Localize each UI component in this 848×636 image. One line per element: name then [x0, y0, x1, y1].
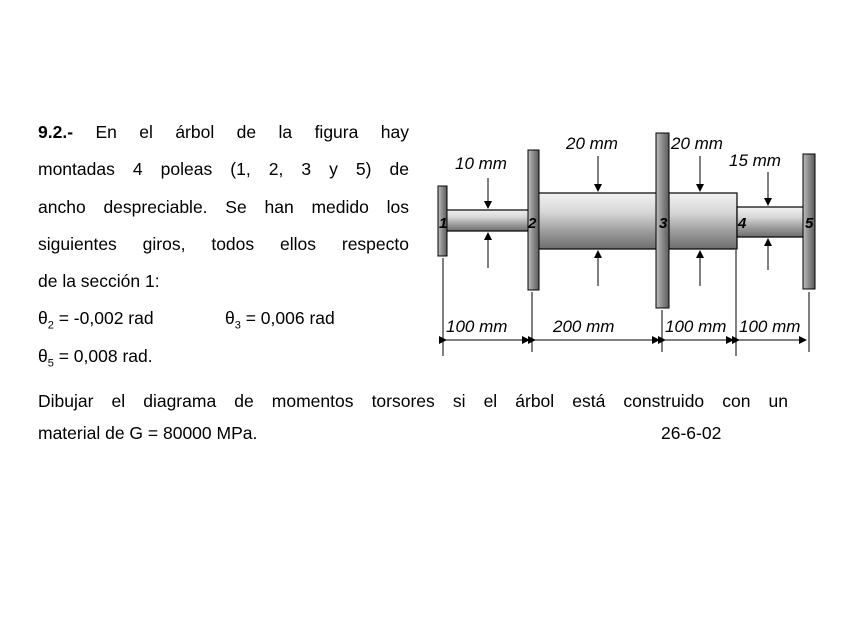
problem-line-4: siguientes giros, todos ellos respecto: [38, 234, 409, 254]
shaft-segment-3: [669, 193, 737, 249]
pulley-label-5: 5: [805, 215, 814, 232]
question-line-1: Dibujar el diagrama de momentos torsores si el árbol está construido con un: [38, 391, 788, 411]
pulley-label-3: 3: [659, 215, 668, 232]
theta3-subscript: 3: [234, 319, 241, 332]
pulley-label-2: 2: [528, 215, 537, 232]
theta3-symbol: θ: [225, 308, 235, 328]
problem-line-5: de la sección 1:: [38, 271, 160, 291]
length-label-3: 100 mm: [665, 317, 727, 336]
theta2-symbol: θ: [38, 308, 48, 328]
length-label-1: 100 mm: [446, 317, 508, 336]
pulley-label-4: 4: [738, 215, 747, 232]
problem-number: 9.2.-: [38, 122, 74, 142]
problem-line-2: montadas 4 poleas (1, 2, 3 y 5) de: [38, 159, 409, 179]
pulley-label-1: 1: [439, 215, 448, 232]
theta2-value: = -0,002 rad: [53, 308, 154, 328]
diameter-label-4: 15 mm: [729, 151, 781, 170]
theta2-subscript: 2: [47, 319, 54, 332]
problem-text-1: En el árbol de la figura hay: [95, 122, 409, 142]
shaft-segment-2: [538, 193, 662, 249]
theta5-subscript: 5: [47, 357, 54, 370]
length-label-2: 200 mm: [553, 317, 615, 336]
theta3-value: = 0,006 rad: [240, 308, 335, 328]
diameter-label-3: 20 mm: [671, 134, 723, 153]
diameter-label-1: 10 mm: [455, 154, 507, 173]
diameter-label-2: 20 mm: [566, 134, 618, 153]
theta5-value: = 0,008 rad.: [53, 346, 153, 366]
shaft-segment-4: [737, 207, 805, 237]
problem-date: 26-6-02: [661, 423, 722, 443]
problem-line-3: ancho despreciable. Se han medido los: [38, 197, 409, 217]
theta5-symbol: θ: [38, 346, 48, 366]
shaft-segment-1: [446, 210, 530, 231]
question-line-2: material de G = 80000 MPa.: [38, 423, 258, 443]
length-label-4: 100 mm: [739, 317, 801, 336]
